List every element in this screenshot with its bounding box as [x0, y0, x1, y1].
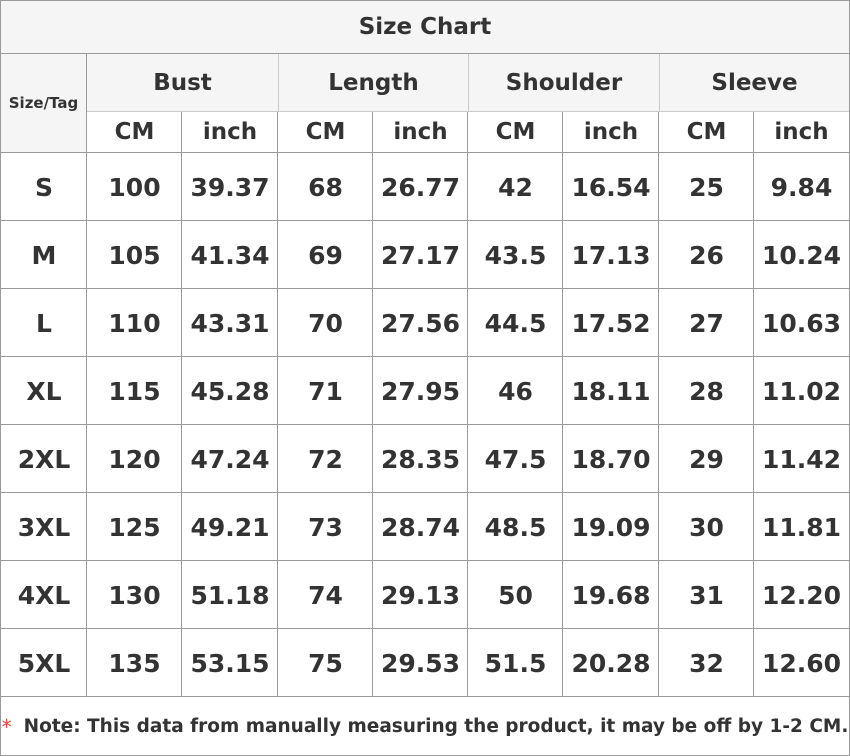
table-cell: 43.31	[190, 308, 270, 338]
column-divider	[467, 112, 468, 696]
table-cell: 110	[108, 308, 161, 338]
measurement-note	[1, 698, 849, 755]
table-cell: 27.17	[380, 240, 461, 270]
table-cell: 20.28	[571, 648, 651, 678]
table-cell: 42	[498, 172, 533, 202]
table-cell: 48.5	[484, 512, 547, 542]
note-marker: *	[1, 714, 12, 739]
table-cell: 32	[689, 648, 724, 678]
table-cell: 44.5	[484, 308, 547, 338]
group-header-3: Shoulder	[468, 54, 659, 112]
column-divider	[753, 112, 754, 696]
table-cell: 43.5	[484, 240, 547, 270]
row-divider	[1, 424, 849, 425]
table-cell: 100	[108, 172, 161, 202]
table-cell: 73	[308, 512, 343, 542]
unit-header-4: inch	[373, 112, 468, 153]
table-cell: 25	[689, 172, 724, 202]
group-header-4: Sleeve	[659, 54, 849, 112]
row-divider	[1, 560, 849, 561]
table-cell: 28.35	[380, 444, 461, 474]
table-cell: 16.54	[571, 172, 651, 202]
table-cell: 47.5	[484, 444, 547, 474]
table-cell: 41.34	[190, 240, 270, 270]
table-cell: 10.24	[761, 240, 842, 270]
table-cell: 47.24	[190, 444, 270, 474]
table-cell: 12.60	[761, 648, 842, 678]
table-cell: 10.63	[761, 308, 842, 338]
unit-header-3: CM	[278, 112, 373, 153]
row-divider	[1, 492, 849, 493]
column-divider	[562, 112, 563, 696]
table-cell: 28	[689, 376, 724, 406]
row-divider	[1, 628, 849, 629]
table-cell: 69	[308, 240, 343, 270]
unit-header-2: inch	[182, 112, 278, 153]
table-cell: 26.77	[380, 172, 461, 202]
table-cell: 105	[108, 240, 161, 270]
table-cell: 45.28	[190, 376, 270, 406]
table-cell: 74	[308, 580, 343, 610]
table-cell: 18.11	[571, 376, 651, 406]
table-cell: 71	[308, 376, 343, 406]
column-divider	[181, 112, 182, 696]
table-cell: 11.42	[761, 444, 842, 474]
unit-header-8: inch	[754, 112, 849, 153]
table-cell: 11.81	[761, 512, 842, 542]
row-divider	[1, 220, 849, 221]
table-cell: 68	[308, 172, 343, 202]
table-cell: 50	[498, 580, 533, 610]
size-label: 4XL	[17, 580, 71, 610]
table-cell: 72	[308, 444, 343, 474]
size-label: L	[36, 308, 52, 338]
size-label: XL	[26, 376, 62, 406]
unit-header-1: CM	[87, 112, 182, 153]
group-header-1: Bust	[87, 54, 278, 112]
note-text: Note: This data from manually measuring the product, it may be off by 1-2 CM.	[23, 716, 849, 737]
size-tag-header: Size/Tag	[1, 54, 87, 153]
table-cell: 29.13	[380, 580, 461, 610]
chart-title: Size Chart	[1, 1, 849, 54]
table-cell: 51.5	[484, 648, 547, 678]
unit-header-5: CM	[468, 112, 563, 153]
table-cell: 28.74	[380, 512, 461, 542]
table-cell: 120	[108, 444, 161, 474]
table-cell: 9.84	[770, 172, 833, 202]
table-cell: 70	[308, 308, 343, 338]
table-cell: 11.02	[761, 376, 842, 406]
table-cell: 17.52	[571, 308, 651, 338]
table-cell: 51.18	[190, 580, 270, 610]
table-cell: 18.70	[571, 444, 651, 474]
table-cell: 17.13	[571, 240, 651, 270]
size-label: M	[31, 240, 57, 270]
row-divider	[1, 696, 849, 697]
table-cell: 115	[108, 376, 161, 406]
column-divider	[372, 112, 373, 696]
unit-header-7: CM	[659, 112, 754, 153]
table-cell: 27.56	[380, 308, 461, 338]
column-divider	[86, 112, 87, 696]
table-cell: 19.68	[571, 580, 651, 610]
table-cell: 46	[498, 376, 533, 406]
column-divider	[277, 112, 278, 696]
row-divider	[1, 356, 849, 357]
size-label: 5XL	[17, 648, 71, 678]
table-cell: 27	[689, 308, 724, 338]
table-cell: 49.21	[190, 512, 270, 542]
size-label: 3XL	[17, 512, 71, 542]
table-cell: 27.95	[380, 376, 461, 406]
table-cell: 125	[108, 512, 161, 542]
table-cell: 29	[689, 444, 724, 474]
table-cell: 53.15	[190, 648, 270, 678]
size-label: S	[34, 172, 53, 202]
table-cell: 29.53	[380, 648, 461, 678]
group-header-2: Length	[278, 54, 468, 112]
table-cell: 30	[689, 512, 724, 542]
table-cell: 19.09	[571, 512, 651, 542]
table-cell: 26	[689, 240, 724, 270]
table-cell: 130	[108, 580, 161, 610]
table-cell: 39.37	[190, 172, 270, 202]
table-cell: 75	[308, 648, 343, 678]
row-divider	[1, 288, 849, 289]
unit-header-6: inch	[563, 112, 659, 153]
table-cell: 12.20	[761, 580, 842, 610]
size-label: 2XL	[17, 444, 71, 474]
column-divider	[658, 112, 659, 696]
table-cell: 135	[108, 648, 161, 678]
table-cell: 31	[689, 580, 724, 610]
